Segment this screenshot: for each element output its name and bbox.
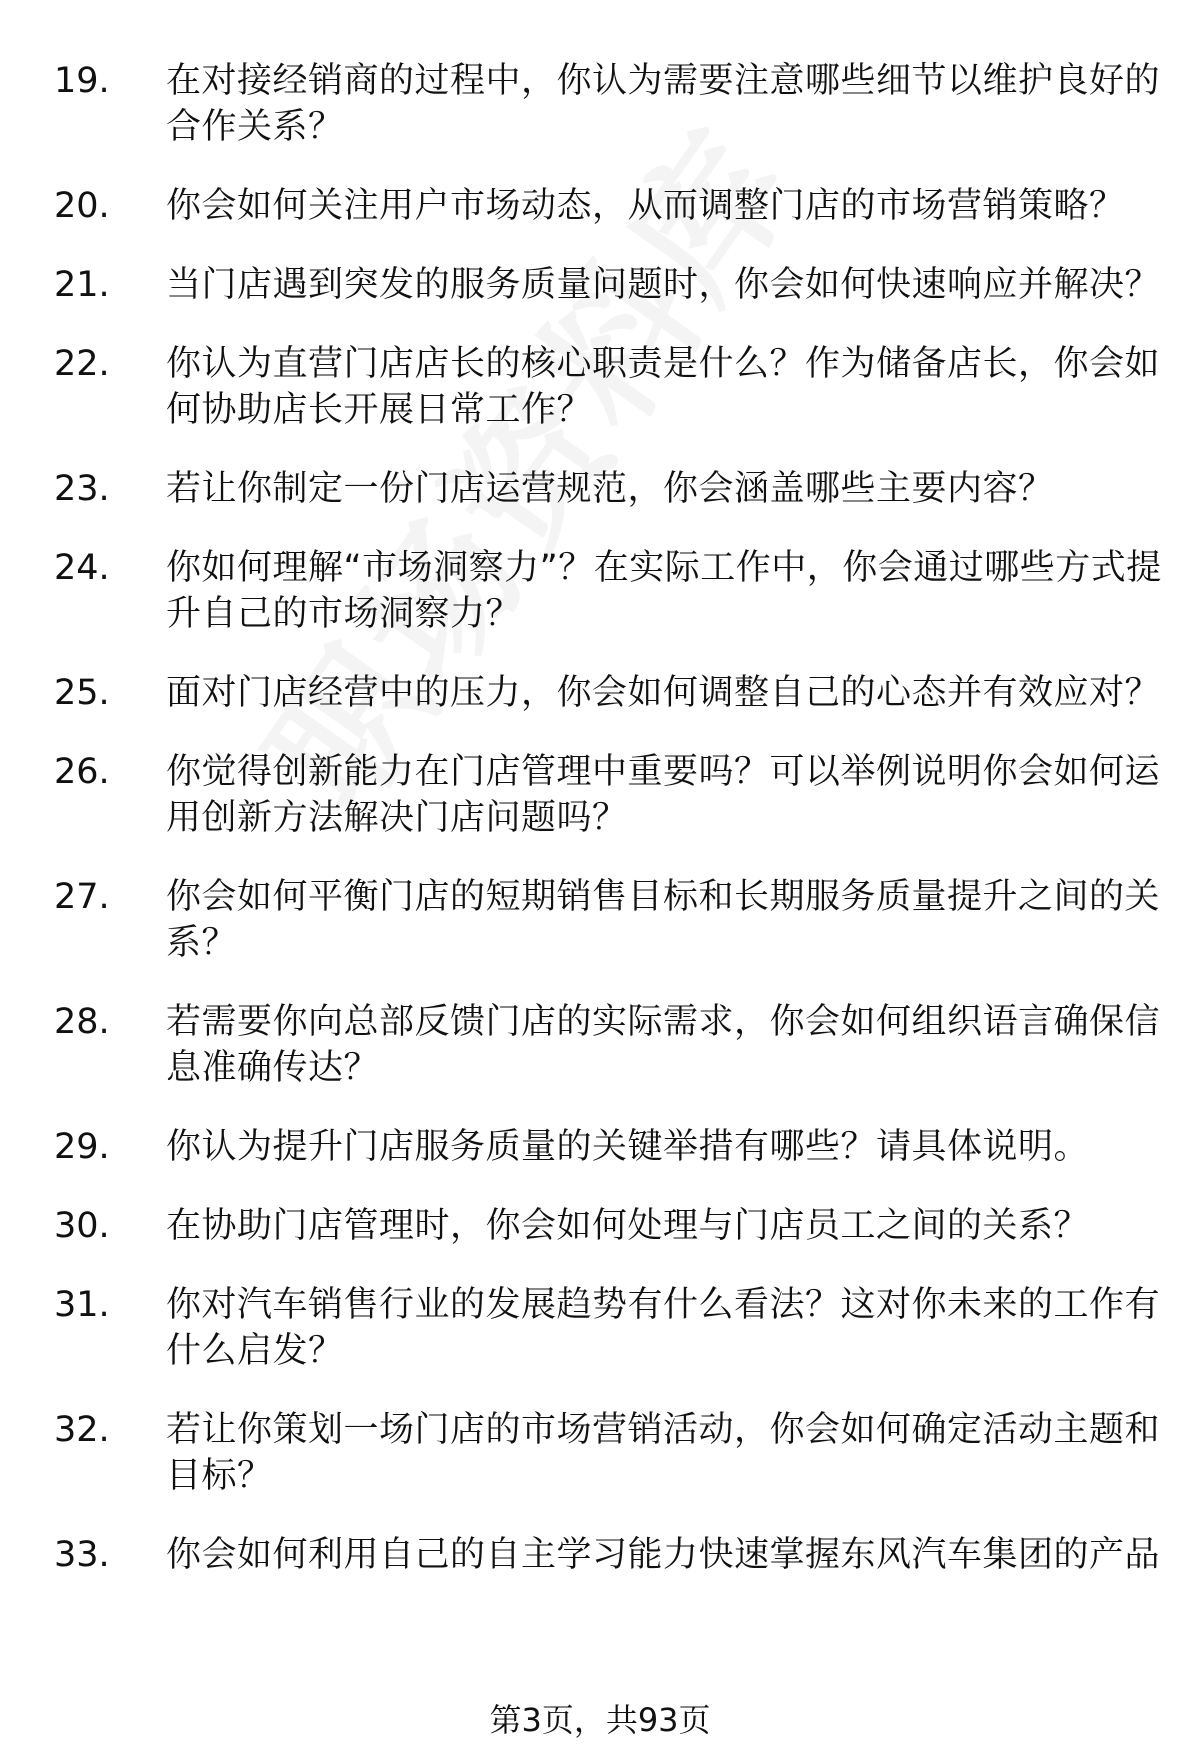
list-item: [0, 341, 1200, 433]
item-number: 26.: [54, 752, 110, 792]
item-text: 你对汽车销售行业的发展趋势有什么看法？这对你未来的工作有什么启发？: [166, 1285, 1161, 1371]
item-number: 21.: [54, 265, 110, 305]
list-item: [0, 999, 1200, 1091]
item-number: 23.: [54, 469, 110, 509]
list-item: [0, 1532, 1200, 1578]
item-number: 31.: [54, 1285, 110, 1325]
item-text: 若让你策划一场门店的市场营销活动，你会如何确定活动主题和目标？: [166, 1410, 1161, 1496]
item-number: 27.: [54, 877, 110, 917]
list-item: [0, 1124, 1200, 1170]
item-number: 29.: [54, 1127, 110, 1167]
item-number: 28.: [54, 1002, 110, 1042]
list-item: [0, 1407, 1200, 1499]
list-item: [0, 1203, 1200, 1249]
item-number: 32.: [54, 1410, 110, 1450]
list-item: [0, 545, 1200, 637]
list-item: [0, 670, 1200, 716]
list-item: [0, 466, 1200, 512]
item-number: 33.: [54, 1535, 110, 1575]
item-text: 在对接经销商的过程中，你认为需要注意哪些细节以维护良好的合作关系？: [166, 61, 1161, 147]
item-text: 若让你制定一份门店运营规范，你会涵盖哪些主要内容？: [166, 469, 1054, 509]
item-number: 22.: [54, 344, 110, 384]
item-number: 30.: [54, 1206, 110, 1246]
list-item: [0, 749, 1200, 841]
item-number: 24.: [54, 548, 110, 588]
item-number: 25.: [54, 673, 110, 713]
list-item: [0, 1282, 1200, 1374]
item-number: 20.: [54, 186, 110, 226]
item-text: 面对门店经营中的压力，你会如何调整自己的心态并有效应对？: [166, 673, 1161, 713]
list-item: [0, 183, 1200, 229]
list-item: [0, 262, 1200, 308]
item-number: 19.: [54, 61, 110, 101]
item-text: 你会如何平衡门店的短期销售目标和长期服务质量提升之间的关系？: [166, 877, 1161, 963]
item-text: 你觉得创新能力在门店管理中重要吗？可以举例说明你会如何运用创新方法解决门店问题吗？: [166, 752, 1161, 838]
item-text: 你认为直营门店店长的核心职责是什么？作为储备店长，你会如何协助店长开展日常工作？: [166, 344, 1161, 430]
question-list: [0, 58, 1200, 1611]
item-text: 你如何理解“市场洞察力”？在实际工作中，你会通过哪些方式提升自己的市场洞察力？: [166, 548, 1162, 634]
item-text: 当门店遇到突发的服务质量问题时，你会如何快速响应并解决？: [166, 265, 1161, 305]
list-item: [0, 58, 1200, 150]
item-text: 若需要你向总部反馈门店的实际需求，你会如何组织语言确保信息准确传达？: [166, 1002, 1161, 1088]
item-text: 在协助门店管理时，你会如何处理与门店员工之间的关系？: [166, 1206, 1090, 1246]
item-text: 你认为提升门店服务质量的关键举措有哪些？请具体说明。: [166, 1127, 1090, 1167]
page-footer: 第3页，共93页: [489, 1701, 711, 1739]
item-text: 你会如何利用自己的自主学习能力快速掌握东风汽车集团的产品: [166, 1535, 1161, 1575]
item-text: 你会如何关注用户市场动态，从而调整门店的市场营销策略？: [166, 186, 1125, 226]
list-item: [0, 874, 1200, 966]
